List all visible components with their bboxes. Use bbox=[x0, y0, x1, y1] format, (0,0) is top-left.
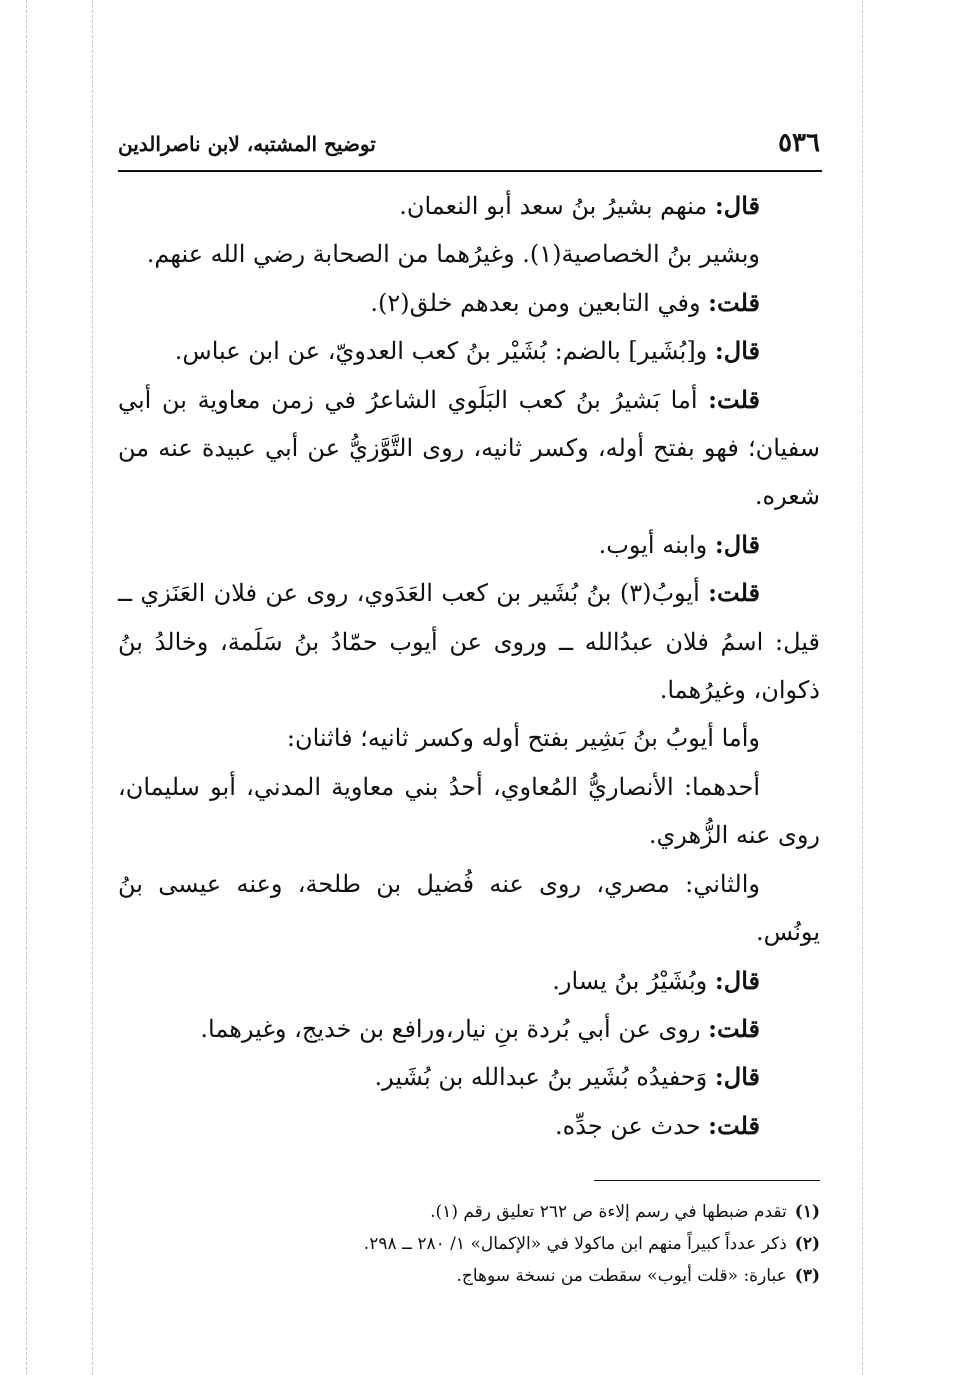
paragraph-text: أحدهما: الأنصاريُّ المُعاوي، أحدُ بني معاوية المدني، أبو سليمان، روى عنه الزُّهري. bbox=[118, 772, 820, 850]
paragraph-text: أيوبُ(٣) بنُ بُشَير بن كعب العَدَوي، روى عن فلان العَنَزي ــ قيل: اسمُ فلان عبدُالله ــ وروى عن أيوب حمّادُ بنُ سَلَمة، وخالدُ بنُ ذكوان، وغيرُهما. bbox=[118, 579, 820, 705]
paragraph-text: وفي التابعين ومن بعدهم خلق(٢). bbox=[370, 288, 709, 317]
paragraph-text: أما بَشيرُ بنُ كعب البَلَوي الشاعرُ في زمن معاوية بن أبي سفيان؛ فهو بفتح أوله، وكسر ثانيه، روى التَّوَّزيُّ عن أبي عبيدة عنه من شعره. bbox=[118, 385, 820, 511]
paragraph bbox=[118, 1102, 820, 1150]
paragraph bbox=[118, 376, 820, 521]
paragraph bbox=[118, 230, 820, 278]
scan-edge-line bbox=[862, 0, 863, 1375]
paragraph bbox=[118, 1005, 820, 1053]
paragraph-text: وبُشَيْرُ بنُ يسار. bbox=[552, 966, 715, 995]
paragraph-lead: قال: bbox=[714, 965, 760, 995]
footnote-text: عبارة: «قلت أيوب» سقطت من نسخة سوهاج. bbox=[456, 1266, 787, 1286]
running-title: توضيح المشتبه، لابن ناصرالدين bbox=[118, 132, 376, 156]
paragraph bbox=[118, 957, 820, 1005]
header-rule bbox=[118, 170, 822, 172]
paragraph bbox=[118, 279, 820, 327]
paragraph bbox=[118, 714, 820, 762]
footnote bbox=[118, 1196, 820, 1228]
page-number: ٥٣٦ bbox=[778, 128, 820, 158]
footnote bbox=[118, 1228, 820, 1260]
paragraph-text: وَحفيدُه بُشَير بنُ عبدالله بن بُشَير. bbox=[374, 1063, 715, 1092]
paragraph bbox=[118, 182, 820, 230]
footnote-text: تقدم ضبطها في رسم إلاءة ص ٢٦٢ تعليق رقم (١). bbox=[430, 1202, 787, 1222]
footnote-number: (٢) bbox=[794, 1234, 820, 1254]
footnote-number: (١) bbox=[794, 1202, 820, 1222]
page-header bbox=[118, 128, 820, 164]
paragraph bbox=[118, 327, 820, 375]
paragraph bbox=[118, 569, 820, 714]
paragraph-text: منهم بشيرُ بنُ سعد أبو النعمان. bbox=[399, 192, 715, 220]
paragraph-lead: قال: bbox=[714, 1062, 760, 1092]
paragraph-lead: قلت: bbox=[708, 287, 760, 317]
paragraph-lead: قلت: bbox=[708, 384, 760, 414]
paragraph-text: وبشير بنُ الخصاصية(١). وغيرُهما من الصحابة رضي الله عنهم. bbox=[146, 240, 760, 269]
paragraph bbox=[118, 860, 820, 957]
footnotes bbox=[118, 1196, 820, 1292]
paragraph-lead: قلت: bbox=[708, 578, 760, 608]
scan-edge-line bbox=[26, 0, 27, 1375]
paragraph-text: والثاني: مصري، روى عنه فُضيل بن طلحة، وعنه عيسى بنُ يونُس. bbox=[118, 869, 820, 947]
main-text bbox=[118, 182, 820, 1150]
paragraph-lead: قال: bbox=[714, 529, 760, 559]
paragraph-lead: قلت: bbox=[708, 1013, 760, 1043]
paragraph bbox=[118, 1053, 820, 1101]
footnote-text: ذكر عدداً كبيراً منهم ابن ماكولا في «الإكمال» ١/ ٢٨٠ ــ ٢٩٨. bbox=[363, 1234, 787, 1254]
footnote-separator bbox=[594, 1180, 820, 1181]
paragraph-text: وابنه أيوب. bbox=[598, 530, 715, 559]
paragraph-lead: قال: bbox=[714, 191, 760, 220]
paragraph-lead: قلت: bbox=[708, 1110, 760, 1140]
paragraph-text: و[بُشَير] بالضم: بُشَيْر بنُ كعب العدويّ، عن ابن عباس. bbox=[174, 337, 715, 366]
paragraph bbox=[118, 763, 820, 860]
scan-edge-line bbox=[92, 0, 93, 1375]
paragraph-lead: قال: bbox=[714, 336, 760, 366]
paragraph-text: وأما أيوبُ بنُ بَشِير بفتح أوله وكسر ثانيه؛ فاثنان: bbox=[286, 724, 760, 753]
paragraph-text: حدث عن جدِّه. bbox=[555, 1111, 709, 1140]
footnote bbox=[118, 1260, 820, 1292]
footnote-number: (٣) bbox=[794, 1266, 820, 1286]
paragraph bbox=[118, 521, 820, 569]
paragraph-text: روى عن أبي بُردة بنِ نيار،ورافع بن خديج، وغيرهما. bbox=[200, 1014, 709, 1043]
